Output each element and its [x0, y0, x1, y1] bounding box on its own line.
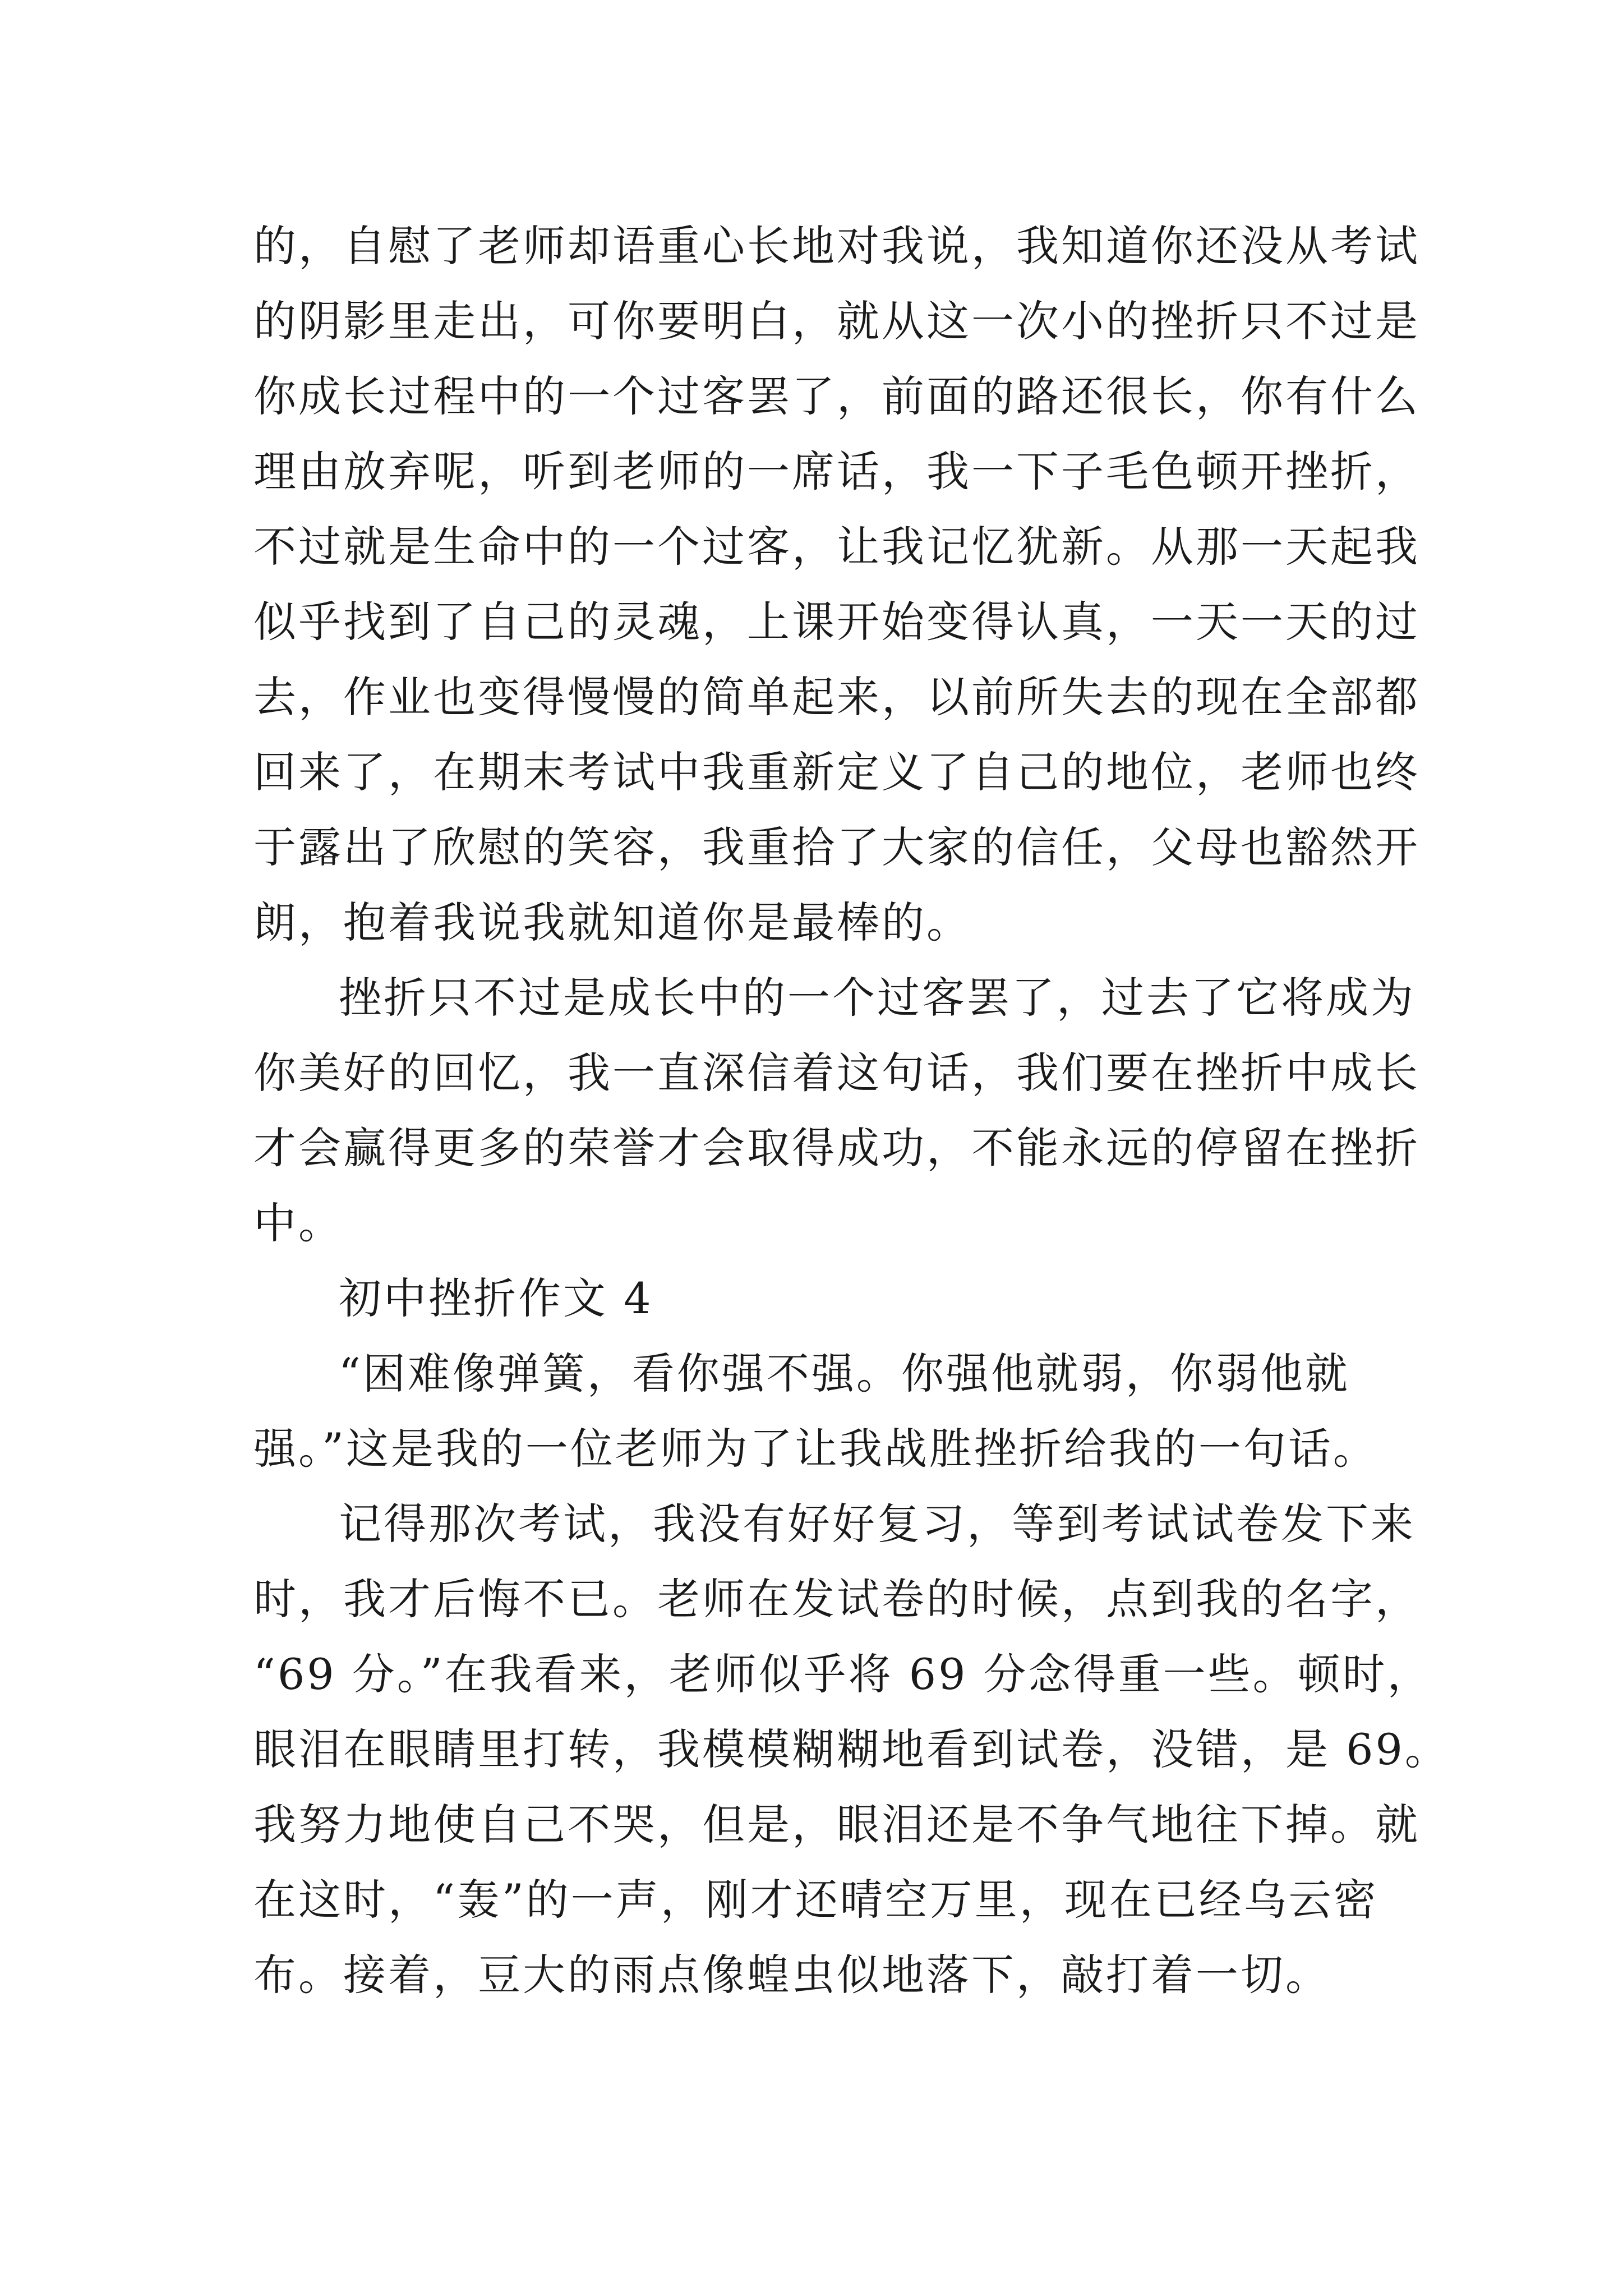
text-line: 布。接着，豆大的雨点像蝗虫似地落下，敲打着一切。: [253, 1950, 1330, 2000]
body-text: [253, 209, 1450, 2013]
text-line: 理由放弃呢，听到老师的一席话，我一下子毛色顿开挫折，: [253, 447, 1420, 496]
text-line: 于露出了欣慰的笑容，我重拾了大家的信任，父母也豁然开: [253, 822, 1420, 872]
text-line: 才会赢得更多的荣誉才会取得成功，不能永远的停留在挫折: [253, 1123, 1420, 1173]
text-line: 强。”这是我的一位老师为了让我战胜挫折给我的一句话。: [253, 1424, 1378, 1474]
text-line: 中。: [253, 1198, 343, 1248]
paragraph-2: [253, 960, 1420, 1261]
text-line: 挫折只不过是成长中的一个过客罢了，过去了它将成为: [339, 973, 1415, 1023]
text-line: 眼泪在眼睛里打转，我模模糊糊地看到试卷，没错，是 69。: [253, 1724, 1450, 1774]
text-line: 记得那次考试，我没有好好复习，等到考试试卷发下来: [339, 1499, 1415, 1549]
text-line: 时，我才后悔不已。老师在发试卷的时候，点到我的名字，: [253, 1574, 1420, 1624]
text-line: 在这时，“轰”的一声，刚才还晴空万里，现在已经乌云密: [253, 1875, 1378, 1925]
text-line: “困难像弹簧，看你强不强。你强他就弱，你弱他就: [339, 1349, 1350, 1398]
text-line: 的阴影里走出，可你要明白，就从这一次小的挫折只不过是: [253, 296, 1420, 346]
text-line: 似乎找到了自己的灵魂，上课开始变得认真，一天一天的过: [253, 597, 1420, 647]
paragraph-1: [253, 209, 1420, 960]
text-line: 你美好的回忆，我一直深信着这句话，我们要在挫折中成长: [253, 1048, 1420, 1098]
paragraph-3: [253, 1336, 1381, 1487]
text-line: 的，自慰了老师却语重心长地对我说，我知道你还没从考试: [253, 221, 1420, 271]
heading-text: 初中挫折作文 4: [339, 1273, 653, 1323]
text-line: 朗，抱着我说我就知道你是最棒的。: [253, 898, 971, 947]
text-line: 回来了，在期末考试中我重新定义了自己的地位，老师也终: [253, 747, 1420, 797]
paragraph-4: [253, 1487, 1450, 2013]
text-line: 你成长过程中的一个过客罢了，前面的路还很长，你有什么: [253, 371, 1420, 421]
section-heading: [253, 1261, 1381, 1336]
text-line: “69 分。”在我看来，老师似乎将 69 分念得重一些。顿时，: [253, 1649, 1432, 1699]
text-line: 不过就是生命中的一个过客，让我记忆犹新。从那一天起我: [253, 522, 1420, 572]
text-line: 我努力地使自己不哭，但是，眼泪还是不争气地往下掉。就: [253, 1800, 1420, 1849]
text-line: 去，作业也变得慢慢的简单起来，以前所失去的现在全部都: [253, 672, 1420, 722]
